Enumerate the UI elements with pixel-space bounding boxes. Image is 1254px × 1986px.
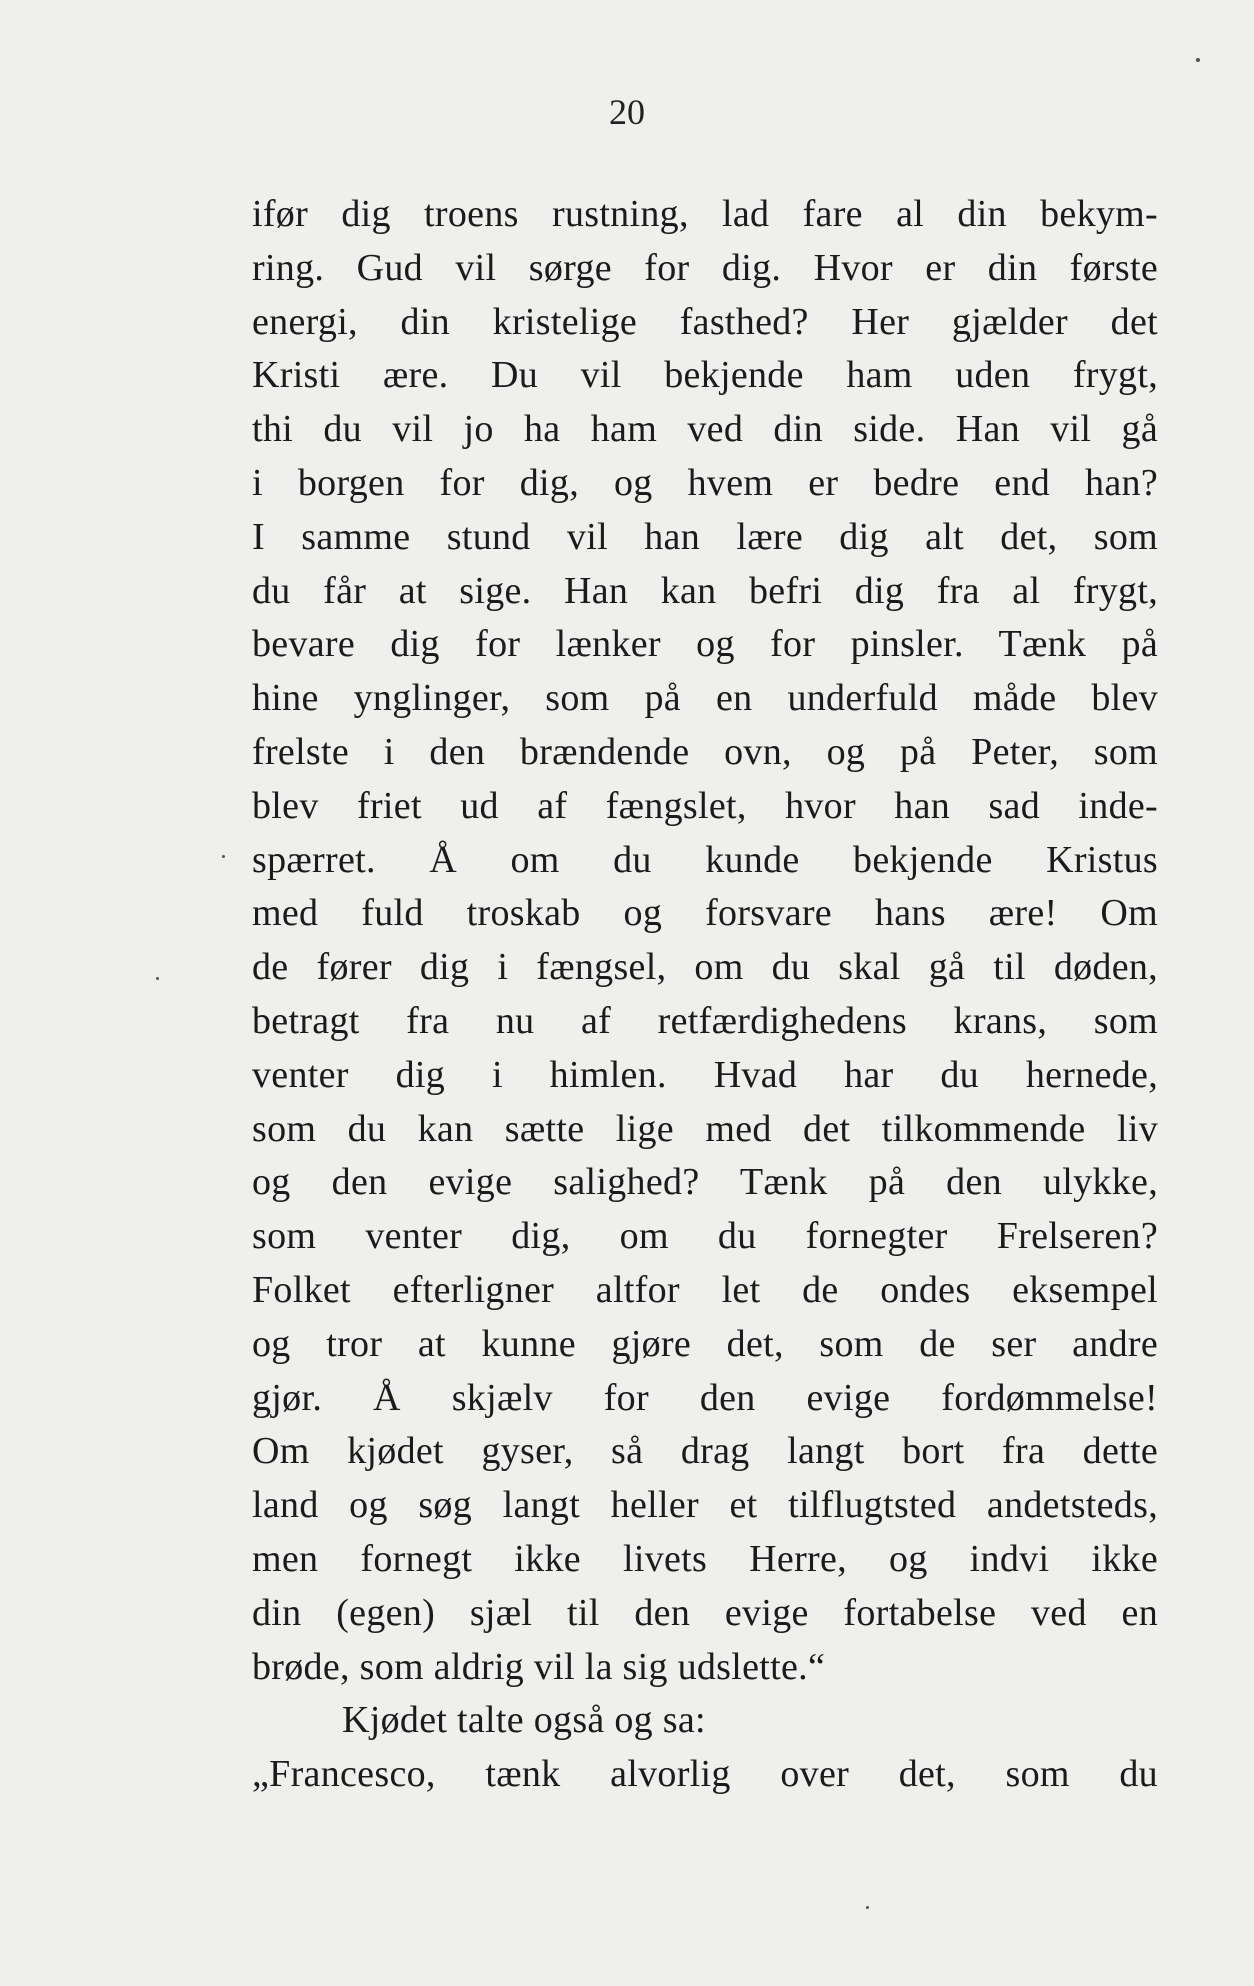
body-text <box>252 188 1158 1802</box>
text-line: de fører dig i fængsel, om du skal gå til døden, <box>252 946 1158 989</box>
text-line: ifør dig troens rustning, lad fare al din bekym- <box>252 193 1158 235</box>
text-line: I samme stund vil han lære dig alt det, som <box>252 515 1158 558</box>
text-line: brøde, som aldrig vil la sig udslette.“ <box>252 1645 826 1688</box>
text-line: Folket efterligner altfor let de ondes eksempel <box>252 1268 1158 1311</box>
text-line: bevare dig for lænker og for pinsler. Tænk på <box>252 623 1158 666</box>
text-line: Kristi ære. Du vil bekjende ham uden frygt, <box>252 354 1158 397</box>
text-line: betragt fra nu af retfærdighedens krans, som <box>252 999 1158 1042</box>
paper-speck <box>1196 58 1200 62</box>
text-line: hine ynglinger, som på en underfuld måde blev <box>252 677 1158 720</box>
paper-speck <box>222 855 225 858</box>
text-line: men fornegt ikke livets Herre, og indvi ikke <box>252 1537 1158 1580</box>
text-line: din (egen) sjæl til den evige fortabelse ved en <box>252 1591 1158 1634</box>
text-line: blev friet ud af fængslet, hvor han sad inde- <box>252 784 1158 827</box>
page-number: 20 <box>609 92 645 132</box>
text-line: Kjødet talte også og sa: <box>342 1699 706 1742</box>
text-line: og den evige salighed? Tænk på den ulykke, <box>252 1161 1158 1204</box>
text-line: du får at sige. Han kan befri dig fra al frygt, <box>252 569 1158 612</box>
text-line: thi du vil jo ha ham ved din side. Han vil gå <box>252 408 1158 451</box>
text-line: land og søg langt heller et tilflugtsted andetsteds, <box>252 1484 1158 1527</box>
text-line: venter dig i himlen. Hvad har du hernede, <box>252 1053 1158 1096</box>
text-line: energi, din kristelige fasthed? Her gjælder det <box>252 300 1158 343</box>
text-line: i borgen for dig, og hvem er bedre end han? <box>252 461 1158 504</box>
text-line: frelste i den brændende ovn, og på Peter, som <box>252 730 1158 773</box>
text-line: som du kan sætte lige med det tilkommende liv <box>252 1107 1158 1150</box>
text-line: som venter dig, om du fornegter Frelseren? <box>252 1215 1158 1258</box>
text-line: „Francesco, tænk alvorlig over det, som du <box>252 1753 1158 1796</box>
text-line: ring. Gud vil sørge for dig. Hvor er din første <box>252 246 1158 289</box>
text-line: gjør. Å skjælv for den evige fordømmelse! <box>252 1376 1158 1419</box>
text-line: spærret. Å om du kunde bekjende Kristus <box>252 838 1158 881</box>
text-line: med fuld troskab og forsvare hans ære! Om <box>252 892 1158 935</box>
text-line: og tror at kunne gjøre det, som de ser andre <box>252 1322 1158 1365</box>
paper-speck <box>156 977 159 980</box>
paper-speck <box>866 1906 869 1909</box>
text-line: Om kjødet gyser, så drag langt bort fra dette <box>252 1430 1158 1473</box>
